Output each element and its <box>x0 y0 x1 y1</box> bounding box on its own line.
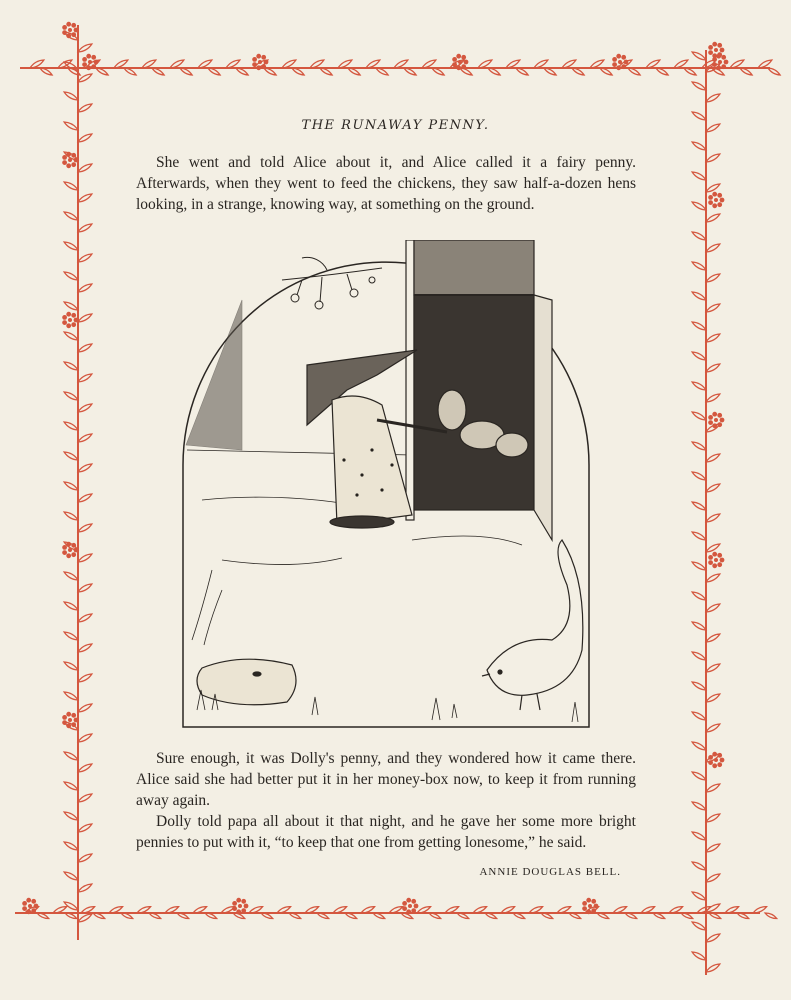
leaf-ornament <box>63 840 79 851</box>
author-name: ANNIE DOUGLAS BELL. <box>479 866 621 878</box>
leaf-ornament <box>705 842 721 853</box>
hen <box>482 540 583 710</box>
leaf-ornament <box>691 500 707 511</box>
leaf-ornament <box>77 612 93 623</box>
leaf-ornament <box>77 522 93 533</box>
leaf-ornament <box>764 912 777 920</box>
leaf-ornament <box>691 530 707 541</box>
leaf-ornament <box>77 42 93 53</box>
leaf-ornament <box>63 690 79 701</box>
paragraph-3 <box>136 811 636 853</box>
leaf-ornament <box>77 552 93 563</box>
leaf-ornament <box>691 740 707 751</box>
leaf-ornament <box>77 162 93 173</box>
leaf-ornament <box>77 732 93 743</box>
flower-ornament <box>708 412 724 428</box>
paragraph-3-text: Dolly told papa all about it that night, and he gave her some more bright pennies to put with it, “to keep that one from getting lonesome,” he said. <box>136 813 636 851</box>
leaf-ornament <box>691 620 707 631</box>
leaf-ornament <box>691 920 707 931</box>
leaf-ornament <box>63 510 79 521</box>
leaf-ornament <box>77 582 93 593</box>
flower-ornament <box>62 312 78 328</box>
leaf-ornament <box>63 240 79 251</box>
paragraph-2 <box>136 748 636 811</box>
leaf-ornament <box>63 180 79 191</box>
leaf-ornament <box>705 962 721 973</box>
leaf-ornament <box>77 792 93 803</box>
flower-ornament <box>708 752 724 768</box>
leaf-ornament <box>63 810 79 821</box>
leaf-ornament <box>691 470 707 481</box>
leaf-ornament <box>691 800 707 811</box>
leaf-ornament <box>705 272 721 283</box>
leaf-ornament <box>691 560 707 571</box>
leaf-ornament <box>705 242 721 253</box>
leaf-ornament <box>63 360 79 371</box>
leaf-ornament <box>77 342 93 353</box>
leaf-ornament <box>691 860 707 871</box>
leaf-ornament <box>63 870 79 881</box>
leaf-ornament <box>63 420 79 431</box>
leaf-ornament <box>77 822 93 833</box>
leaf-ornament <box>77 672 93 683</box>
leaf-ornament <box>705 512 721 523</box>
leaf-ornament <box>705 92 721 103</box>
leaf-ornament <box>77 132 93 143</box>
leaf-ornament <box>705 722 721 733</box>
leaf-ornament <box>77 882 93 893</box>
leaf-ornament <box>705 692 721 703</box>
paragraph-1 <box>136 152 636 215</box>
page-title: THE RUNAWAY PENNY. <box>301 118 490 133</box>
leaf-ornament <box>691 170 707 181</box>
leaf-ornament <box>691 200 707 211</box>
flower-ornament <box>22 898 38 914</box>
leaf-ornament <box>705 392 721 403</box>
leaf-ornament <box>77 762 93 773</box>
leaf-ornament <box>63 210 79 221</box>
flower-ornament <box>62 542 78 558</box>
leaf-ornament <box>705 212 721 223</box>
leaf-ornament <box>77 642 93 653</box>
stone <box>197 659 296 705</box>
leaf-ornament <box>63 480 79 491</box>
leaf-ornament <box>691 290 707 301</box>
leaf-ornament <box>77 402 93 413</box>
bush-hatching <box>186 300 242 450</box>
leaf-ornament <box>691 140 707 151</box>
leaf-ornament <box>705 572 721 583</box>
leaf-ornament <box>691 680 707 691</box>
leaf-ornament <box>767 66 781 76</box>
leaf-ornament <box>63 750 79 761</box>
leaf-ornament <box>77 312 93 323</box>
leaf-ornament <box>705 302 721 313</box>
leaf-ornament <box>63 900 79 911</box>
leaf-ornament <box>691 410 707 421</box>
flower-ornament <box>582 898 598 914</box>
leaf-ornament <box>63 330 79 341</box>
leaf-ornament <box>691 350 707 361</box>
leaf-ornament <box>63 270 79 281</box>
flower-ornament <box>62 22 78 38</box>
leaf-ornament <box>63 90 79 101</box>
leaf-ornament <box>705 782 721 793</box>
leaf-ornament <box>77 252 93 263</box>
leaf-ornament <box>77 102 93 113</box>
leaf-ornament <box>691 950 707 961</box>
flower-ornament <box>708 552 724 568</box>
leaf-ornament <box>63 780 79 791</box>
flower-ornament <box>708 192 724 208</box>
leaf-ornament <box>705 542 721 553</box>
hen-coop <box>406 240 552 540</box>
leaf-ornament <box>705 662 721 673</box>
paragraph-2-text: Sure enough, it was Dolly's penny, and they wondered how it came there. Alice said she had better put it in her money-box now, to keep it from running away again. <box>136 750 636 809</box>
leaf-ornament <box>705 362 721 373</box>
leaf-ornament <box>705 452 721 463</box>
leaf-ornament <box>63 570 79 581</box>
leaf-ornament <box>705 632 721 643</box>
paragraph-1-text: She went and told Alice about it, and Alice called it a fairy penny. Afterwards, when they went to feed the chickens, they saw half-a-dozen hens looking, in a strange, knowing way, at something on the ground. <box>136 154 636 213</box>
leaf-ornament <box>691 590 707 601</box>
illustration <box>182 240 590 728</box>
leaf-ornament <box>691 260 707 271</box>
leaf-ornament <box>77 702 93 713</box>
leaf-ornament <box>691 710 707 721</box>
leaf-ornament <box>705 932 721 943</box>
flower-ornament <box>402 898 418 914</box>
leaf-ornament <box>77 372 93 383</box>
flower-ornament <box>232 898 248 914</box>
leaf-ornament <box>691 890 707 901</box>
leaf-ornament <box>63 630 79 641</box>
leaf-ornament <box>691 50 707 61</box>
leaf-ornament <box>691 440 707 451</box>
leaf-ornament <box>77 462 93 473</box>
flower-ornament <box>62 152 78 168</box>
leaf-ornament <box>705 182 721 193</box>
leaf-ornament <box>705 332 721 343</box>
leaf-ornament <box>63 660 79 671</box>
leaf-ornament <box>705 872 721 883</box>
leaf-ornament <box>63 390 79 401</box>
leaf-ornament <box>705 152 721 163</box>
leaf-ornament <box>691 80 707 91</box>
flower-ornament <box>62 712 78 728</box>
leaf-ornament <box>77 852 93 863</box>
leaf-ornament <box>77 432 93 443</box>
leaf-ornament <box>63 450 79 461</box>
leaf-ornament <box>691 380 707 391</box>
leaf-ornament <box>691 230 707 241</box>
leaf-ornament <box>691 830 707 841</box>
leaf-ornament <box>63 600 79 611</box>
leaf-ornament <box>705 602 721 613</box>
leaf-ornament <box>77 282 93 293</box>
leaf-ornament <box>691 770 707 781</box>
leaf-ornament <box>705 482 721 493</box>
leaf-ornament <box>77 192 93 203</box>
leaf-ornament <box>691 650 707 661</box>
leaf-ornament <box>77 492 93 503</box>
leaf-ornament <box>77 222 93 233</box>
leaf-ornament <box>63 300 79 311</box>
leaf-ornament <box>691 320 707 331</box>
leaf-ornament <box>705 812 721 823</box>
